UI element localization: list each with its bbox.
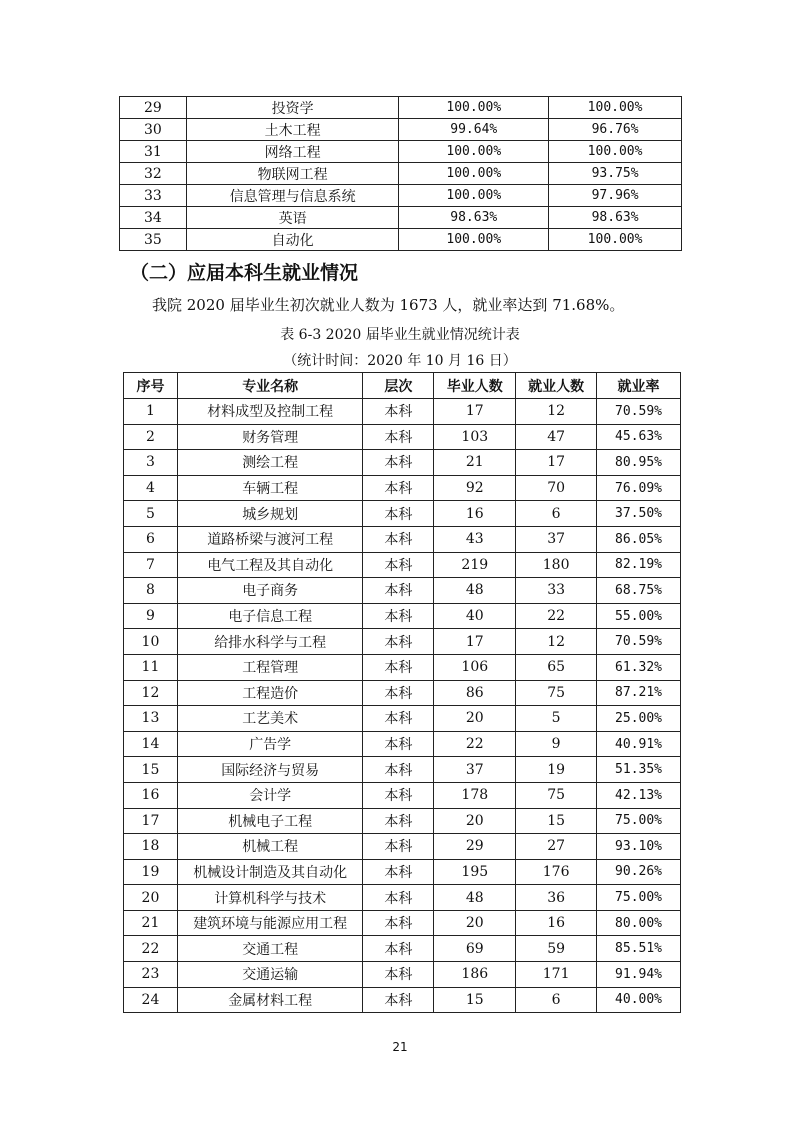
header-employment-rate: 就业率	[597, 373, 681, 399]
cell-employed: 6	[516, 501, 597, 527]
cell-index: 10	[124, 629, 178, 655]
cell-employment-rate: 68.75%	[597, 578, 681, 604]
cell-level: 本科	[363, 680, 434, 706]
cell-graduates: 92	[434, 475, 516, 501]
cell-level: 本科	[363, 450, 434, 476]
cell-rate-b: 98.63%	[549, 207, 682, 229]
cell-employed: 36	[516, 885, 597, 911]
cell-level: 本科	[363, 629, 434, 655]
cell-major: 财务管理	[177, 424, 363, 450]
cell-index: 33	[120, 185, 187, 207]
cell-graduates: 17	[434, 399, 516, 425]
cell-index: 1	[124, 399, 178, 425]
cell-major: 网络工程	[186, 141, 399, 163]
cell-index: 6	[124, 526, 178, 552]
cell-employed: 9	[516, 731, 597, 757]
cell-major: 工艺美术	[177, 706, 363, 732]
cell-index: 24	[124, 987, 178, 1013]
cell-graduates: 178	[434, 782, 516, 808]
cell-employed: 19	[516, 757, 597, 783]
header-graduates: 毕业人数	[434, 373, 516, 399]
cell-index: 3	[124, 450, 178, 476]
cell-level: 本科	[363, 424, 434, 450]
table-caption: 表 6-3 2020 届毕业生就业情况统计表	[280, 327, 520, 343]
cell-level: 本科	[363, 399, 434, 425]
cell-graduates: 20	[434, 910, 516, 936]
cell-index: 32	[120, 163, 187, 185]
cell-index: 21	[124, 910, 178, 936]
cell-level: 本科	[363, 757, 434, 783]
cell-level: 本科	[363, 731, 434, 757]
cell-employment-rate: 93.10%	[597, 834, 681, 860]
cell-rate-a: 98.63%	[399, 207, 549, 229]
cell-employed: 12	[516, 399, 597, 425]
cell-employed: 17	[516, 450, 597, 476]
table-row	[120, 207, 682, 229]
cell-major: 测绘工程	[177, 450, 363, 476]
cell-index: 19	[124, 859, 178, 885]
cell-employment-rate: 61.32%	[597, 654, 681, 680]
cell-level: 本科	[363, 526, 434, 552]
table-row	[124, 501, 681, 527]
table-row	[124, 834, 681, 860]
cell-major: 城乡规划	[177, 501, 363, 527]
cell-index: 31	[120, 141, 187, 163]
cell-graduates: 195	[434, 859, 516, 885]
cell-employed: 171	[516, 962, 597, 988]
cell-rate-a: 100.00%	[399, 141, 549, 163]
cell-employment-rate: 80.95%	[597, 450, 681, 476]
cell-index: 34	[120, 207, 187, 229]
cell-graduates: 219	[434, 552, 516, 578]
cell-index: 16	[124, 782, 178, 808]
cell-graduates: 21	[434, 450, 516, 476]
cell-employed: 12	[516, 629, 597, 655]
cell-employment-rate: 51.35%	[597, 757, 681, 783]
cell-major: 道路桥梁与渡河工程	[177, 526, 363, 552]
cell-employed: 22	[516, 603, 597, 629]
cell-level: 本科	[363, 885, 434, 911]
cell-graduates: 48	[434, 885, 516, 911]
cell-employment-rate: 85.51%	[597, 936, 681, 962]
cell-rate-b: 100.00%	[549, 229, 682, 251]
table-row	[124, 910, 681, 936]
cell-major: 给排水科学与工程	[177, 629, 363, 655]
cell-major: 交通运输	[177, 962, 363, 988]
table-row	[124, 782, 681, 808]
cell-graduates: 186	[434, 962, 516, 988]
cell-index: 15	[124, 757, 178, 783]
header-level: 层次	[363, 373, 434, 399]
cell-index: 4	[124, 475, 178, 501]
cell-major: 电子信息工程	[177, 603, 363, 629]
cell-rate-a: 99.64%	[399, 119, 549, 141]
cell-level: 本科	[363, 603, 434, 629]
cell-employment-rate: 25.00%	[597, 706, 681, 732]
cell-rate-a: 100.00%	[399, 229, 549, 251]
cell-major: 自动化	[186, 229, 399, 251]
cell-employed: 75	[516, 680, 597, 706]
cell-employed: 27	[516, 834, 597, 860]
cell-employment-rate: 75.00%	[597, 808, 681, 834]
table-row	[124, 706, 681, 732]
table-row	[124, 731, 681, 757]
cell-employed: 47	[516, 424, 597, 450]
cell-employment-rate: 80.00%	[597, 910, 681, 936]
table-row	[124, 936, 681, 962]
table-row	[120, 185, 682, 207]
table-row	[124, 885, 681, 911]
cell-level: 本科	[363, 782, 434, 808]
cell-employed: 59	[516, 936, 597, 962]
cell-major: 广告学	[177, 731, 363, 757]
cell-major: 土木工程	[186, 119, 399, 141]
cell-employed: 180	[516, 552, 597, 578]
cell-level: 本科	[363, 501, 434, 527]
table-row	[120, 163, 682, 185]
table-row	[124, 475, 681, 501]
cell-employed: 15	[516, 808, 597, 834]
cell-employed: 176	[516, 859, 597, 885]
cell-level: 本科	[363, 578, 434, 604]
cell-employed: 75	[516, 782, 597, 808]
cell-graduates: 103	[434, 424, 516, 450]
cell-level: 本科	[363, 859, 434, 885]
cell-level: 本科	[363, 936, 434, 962]
table-row	[124, 654, 681, 680]
table-header-row	[124, 373, 681, 399]
table-row	[124, 578, 681, 604]
employment-statistics-table	[123, 372, 681, 1013]
cell-major: 电气工程及其自动化	[177, 552, 363, 578]
cell-level: 本科	[363, 910, 434, 936]
page-number: 21	[392, 1040, 408, 1054]
cell-employed: 16	[516, 910, 597, 936]
cell-index: 2	[124, 424, 178, 450]
cell-rate-b: 96.76%	[549, 119, 682, 141]
cell-employment-rate: 42.13%	[597, 782, 681, 808]
cell-level: 本科	[363, 552, 434, 578]
table-row	[124, 859, 681, 885]
cell-major: 物联网工程	[186, 163, 399, 185]
cell-rate-b: 100.00%	[549, 141, 682, 163]
header-index: 序号	[124, 373, 178, 399]
cell-graduates: 29	[434, 834, 516, 860]
cell-level: 本科	[363, 654, 434, 680]
cell-level: 本科	[363, 475, 434, 501]
cell-index: 9	[124, 603, 178, 629]
cell-index: 22	[124, 936, 178, 962]
table-row	[124, 629, 681, 655]
header-major: 专业名称	[177, 373, 363, 399]
cell-employment-rate: 91.94%	[597, 962, 681, 988]
cell-graduates: 69	[434, 936, 516, 962]
cell-major: 信息管理与信息系统	[186, 185, 399, 207]
cell-major: 投资学	[186, 97, 399, 119]
cell-major: 金属材料工程	[177, 987, 363, 1013]
table-row	[120, 141, 682, 163]
table-row	[124, 808, 681, 834]
cell-employment-rate: 70.59%	[597, 399, 681, 425]
cell-index: 7	[124, 552, 178, 578]
cell-rate-a: 100.00%	[399, 185, 549, 207]
table-row	[124, 424, 681, 450]
cell-major: 交通工程	[177, 936, 363, 962]
cell-employment-rate: 82.19%	[597, 552, 681, 578]
cell-employment-rate: 55.00%	[597, 603, 681, 629]
table-row	[124, 680, 681, 706]
cell-employed: 65	[516, 654, 597, 680]
cell-rate-a: 100.00%	[399, 97, 549, 119]
cell-employed: 70	[516, 475, 597, 501]
cell-index: 5	[124, 501, 178, 527]
cell-employment-rate: 40.91%	[597, 731, 681, 757]
cell-major: 车辆工程	[177, 475, 363, 501]
cell-graduates: 22	[434, 731, 516, 757]
cell-index: 20	[124, 885, 178, 911]
cell-graduates: 20	[434, 808, 516, 834]
cell-graduates: 86	[434, 680, 516, 706]
continued-employment-table	[119, 96, 682, 251]
cell-index: 11	[124, 654, 178, 680]
table-row	[120, 97, 682, 119]
table-row	[124, 603, 681, 629]
table-row	[124, 399, 681, 425]
cell-graduates: 106	[434, 654, 516, 680]
cell-employed: 6	[516, 987, 597, 1013]
cell-index: 8	[124, 578, 178, 604]
cell-index: 18	[124, 834, 178, 860]
cell-employment-rate: 87.21%	[597, 680, 681, 706]
header-employed: 就业人数	[516, 373, 597, 399]
cell-graduates: 20	[434, 706, 516, 732]
cell-graduates: 16	[434, 501, 516, 527]
table-row	[124, 962, 681, 988]
cell-employment-rate: 37.50%	[597, 501, 681, 527]
cell-employment-rate: 86.05%	[597, 526, 681, 552]
cell-major: 会计学	[177, 782, 363, 808]
table-row	[120, 119, 682, 141]
cell-level: 本科	[363, 962, 434, 988]
cell-graduates: 15	[434, 987, 516, 1013]
section-heading: （二）应届本科生就业情况	[130, 262, 359, 284]
cell-rate-b: 93.75%	[549, 163, 682, 185]
cell-rate-a: 100.00%	[399, 163, 549, 185]
cell-index: 23	[124, 962, 178, 988]
cell-major: 机械设计制造及其自动化	[177, 859, 363, 885]
table-row	[124, 552, 681, 578]
cell-graduates: 48	[434, 578, 516, 604]
cell-index: 13	[124, 706, 178, 732]
cell-index: 29	[120, 97, 187, 119]
cell-major: 工程管理	[177, 654, 363, 680]
cell-employment-rate: 76.09%	[597, 475, 681, 501]
cell-major: 国际经济与贸易	[177, 757, 363, 783]
cell-major: 电子商务	[177, 578, 363, 604]
cell-major: 英语	[186, 207, 399, 229]
intro-paragraph: 我院 2020 届毕业生初次就业人数为 1673 人，就业率达到 71.68%。	[152, 296, 625, 314]
cell-index: 17	[124, 808, 178, 834]
table-row	[124, 526, 681, 552]
cell-major: 材料成型及控制工程	[177, 399, 363, 425]
table-date-note: （统计时间：2020 年 10 月 16 日）	[283, 353, 517, 369]
cell-graduates: 37	[434, 757, 516, 783]
cell-major: 工程造价	[177, 680, 363, 706]
cell-major: 机械工程	[177, 834, 363, 860]
cell-employment-rate: 45.63%	[597, 424, 681, 450]
cell-graduates: 17	[434, 629, 516, 655]
table-row	[124, 450, 681, 476]
cell-index: 14	[124, 731, 178, 757]
cell-index: 12	[124, 680, 178, 706]
cell-level: 本科	[363, 706, 434, 732]
table-row	[124, 987, 681, 1013]
cell-major: 建筑环境与能源应用工程	[177, 910, 363, 936]
cell-graduates: 43	[434, 526, 516, 552]
cell-level: 本科	[363, 834, 434, 860]
table-row	[124, 757, 681, 783]
cell-major: 机械电子工程	[177, 808, 363, 834]
cell-employed: 37	[516, 526, 597, 552]
table-row	[120, 229, 682, 251]
cell-employment-rate: 70.59%	[597, 629, 681, 655]
cell-index: 35	[120, 229, 187, 251]
cell-rate-b: 100.00%	[549, 97, 682, 119]
cell-level: 本科	[363, 808, 434, 834]
cell-major: 计算机科学与技术	[177, 885, 363, 911]
cell-employment-rate: 90.26%	[597, 859, 681, 885]
cell-rate-b: 97.96%	[549, 185, 682, 207]
cell-level: 本科	[363, 987, 434, 1013]
cell-employment-rate: 75.00%	[597, 885, 681, 911]
cell-graduates: 40	[434, 603, 516, 629]
cell-index: 30	[120, 119, 187, 141]
cell-employment-rate: 40.00%	[597, 987, 681, 1013]
cell-employed: 5	[516, 706, 597, 732]
cell-employed: 33	[516, 578, 597, 604]
